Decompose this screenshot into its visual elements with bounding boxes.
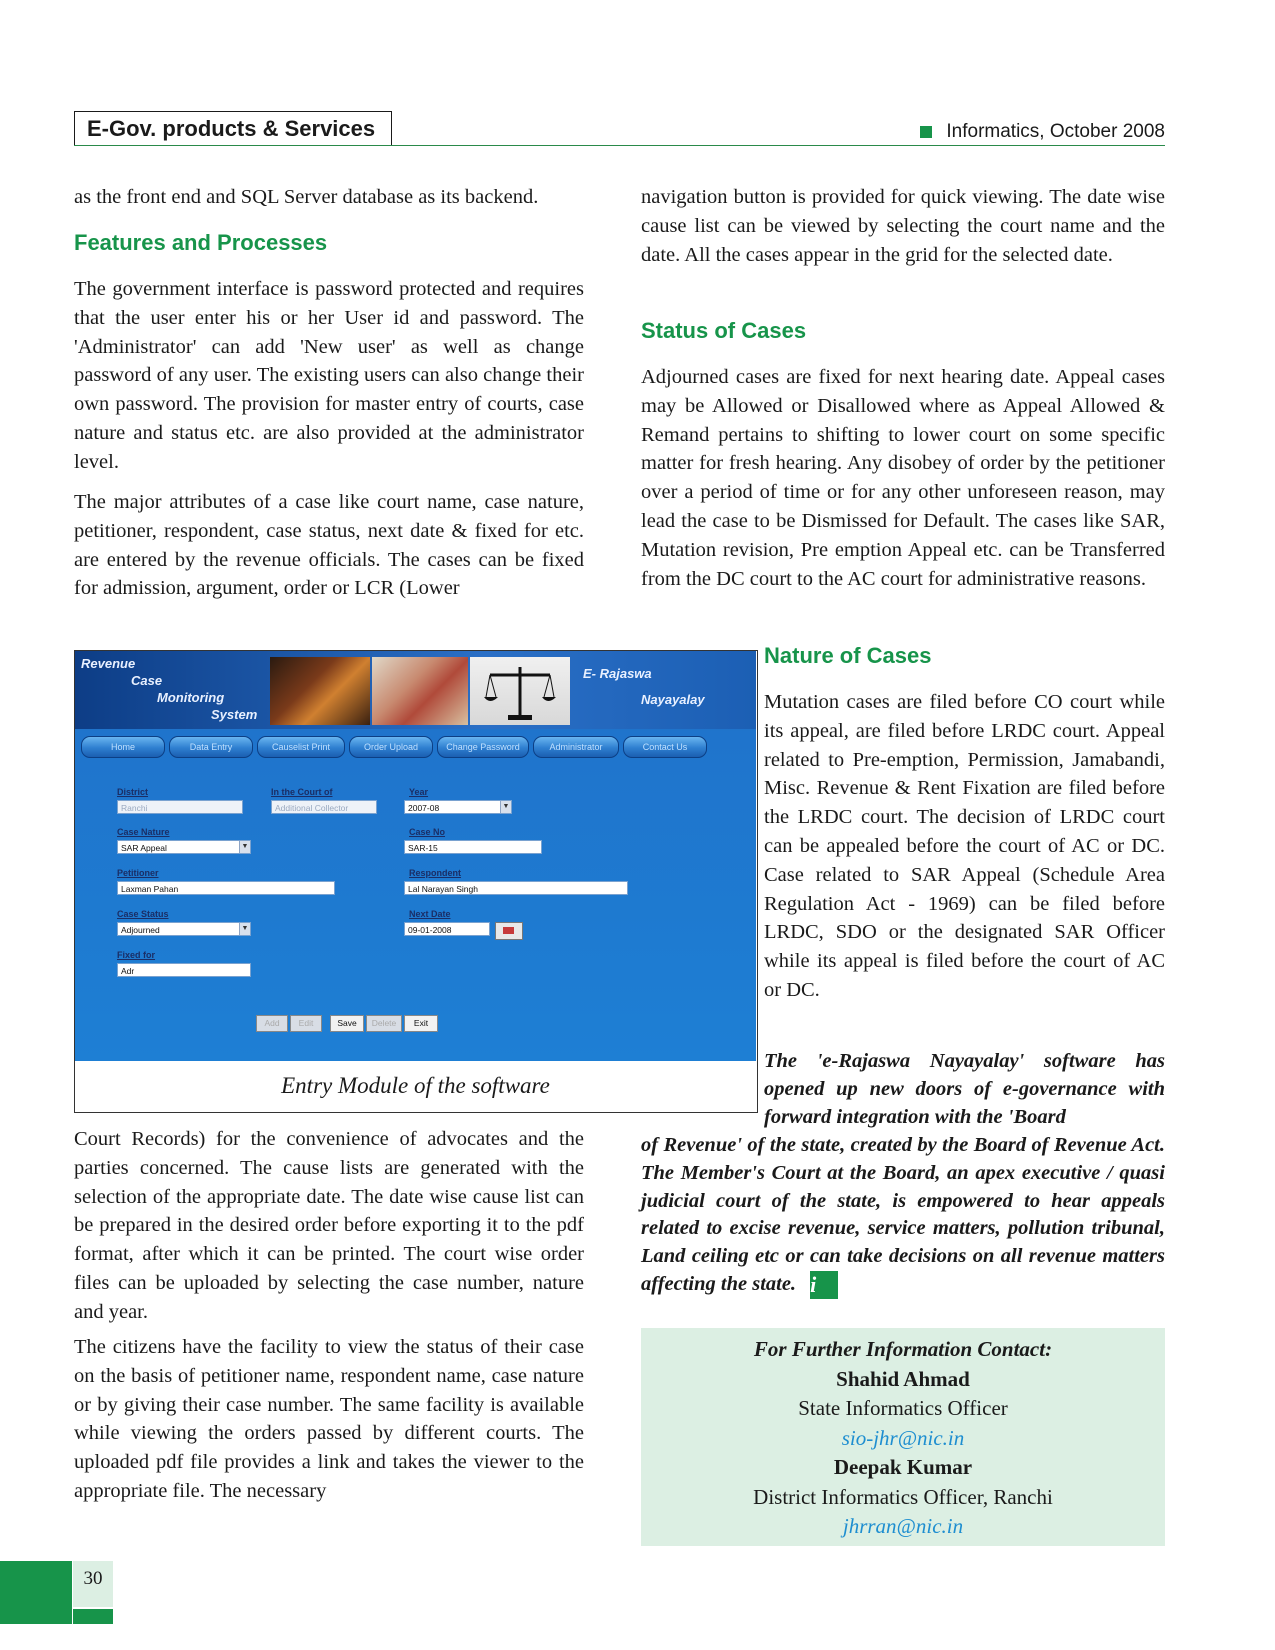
header-rule bbox=[74, 145, 1165, 146]
scales-image bbox=[470, 657, 570, 725]
heading-features: Features and Processes bbox=[74, 230, 328, 255]
nav-contact-us[interactable]: Contact Us bbox=[623, 736, 707, 758]
contact-email-2[interactable]: jhrran@nic.in bbox=[842, 1514, 964, 1538]
right-para-0: navigation button is provided for quick viewing. The date wise cause list can be viewed by selecting the court name and the date. All the cases appear in the grid for the selected date. bbox=[641, 186, 1165, 266]
chevron-down-icon[interactable]: ▼ bbox=[239, 923, 250, 935]
app-brand-line-1: E- Rajaswa bbox=[583, 666, 652, 681]
nav-change-password[interactable]: Change Password bbox=[437, 736, 529, 758]
case-no-field[interactable]: SAR-15 bbox=[404, 840, 542, 854]
year-select[interactable] bbox=[404, 800, 512, 814]
left-para-4: The citizens have the facility to view the status of their case on the basis of petitioner name, respondent name, case nature or by giving their case number. The same facility is available while viewing the orders passed by different courts. The uploaded pdf file provides a link and takes the viewer to the appropriate file. The necessary bbox=[74, 1336, 584, 1502]
add-button[interactable]: Add bbox=[256, 1015, 288, 1032]
nav-causelist-print[interactable]: Causelist Print bbox=[257, 736, 345, 758]
nav-order-upload[interactable]: Order Upload bbox=[349, 736, 433, 758]
case-nature-value: SAR Appeal bbox=[121, 843, 167, 853]
chevron-down-icon[interactable]: ▼ bbox=[239, 841, 250, 853]
section-header: E-Gov. products & Services bbox=[74, 111, 392, 146]
app-screenshot bbox=[75, 651, 756, 1061]
left-para-1: The government interface is password protected and requires that the user enter his or her User id and password. The 'Administrator' can add 'New user' as well as change password of any user. The existing users can also change their own password. The provision for master entry of courts, case nature and status etc. are also provided at the administrator level. bbox=[74, 278, 584, 473]
fixed-for-field[interactable]: Adr bbox=[117, 963, 251, 977]
app-title-line-4: System bbox=[211, 707, 258, 722]
currency-image bbox=[372, 657, 468, 725]
quote-text: of Revenue' of the state, created by the Board of Revenue Act. The Member's Court at the Board, an apex executive / quasi judicial court of the state, is empowered to hear appeals related to excise revenue, service matters, pollution tribunal, Land ceiling etc or can take decisions on all revenue matters affecting the state. bbox=[641, 1134, 1165, 1295]
quote-part-a: The 'e-Rajaswa Nayayalay' software has opened up new doors of e-governance with forward integration with the 'Board bbox=[764, 1050, 1165, 1128]
case-status-value: Adjourned bbox=[121, 925, 160, 935]
left-para-3: Court Records) for the convenience of advocates and the parties concerned. The cause lists are generated with the selection of the appropriate date. The date wise cause list can be prepared in the desired order before exporting it to the pdf format, after which it can be printed. The court wise order files can be uploaded by selecting the case number, nature and year. bbox=[74, 1128, 584, 1323]
nav-administrator[interactable]: Administrator bbox=[533, 736, 619, 758]
nav-data-entry[interactable]: Data Entry bbox=[169, 736, 253, 758]
issue-text: Informatics, October 2008 bbox=[946, 121, 1165, 142]
court-field[interactable]: Additional Collector bbox=[271, 800, 377, 814]
green-square-icon bbox=[920, 126, 932, 138]
label-court: In the Court of bbox=[271, 787, 333, 797]
app-brand-line-2: Nayayalay bbox=[641, 692, 705, 707]
label-district: District bbox=[117, 787, 149, 797]
year-value: 2007-08 bbox=[408, 803, 440, 813]
quote-part-b bbox=[641, 1132, 1165, 1299]
figure-entry-module bbox=[74, 650, 758, 1113]
page-corner-strip bbox=[73, 1609, 113, 1624]
contact-name-2: Deepak Kumar bbox=[833, 1455, 973, 1479]
contact-heading: For Further Information Contact: bbox=[753, 1337, 1053, 1361]
app-title-line-3: Monitoring bbox=[157, 690, 225, 705]
district-field[interactable]: Ranchi bbox=[117, 800, 243, 814]
right-para-2: Mutation cases are filed before CO court while its appeal, are filed before LRDC court. Appeal related to Pre-emption, Permission, Jamabandi, Misc. Revenue & Rent Fixation are filed before the LRDC court. The decision of LRDC court can be appealed before the court of AC or DC. Case related to SAR Appeal (Schedule Area Regulation Act - 1969) can be filed before LRDC, SDO or the designated SAR Officer while its appeal is filed before the court of AC or DC. bbox=[764, 691, 1165, 1001]
label-case-no: Case No bbox=[409, 827, 446, 837]
label-case-status: Case Status bbox=[117, 909, 169, 919]
contact-role-1: State Informatics Officer bbox=[798, 1396, 1008, 1420]
label-fixed-for: Fixed for bbox=[117, 950, 156, 960]
app-nav-bar bbox=[81, 733, 751, 759]
contact-role-2: District Informatics Officer, Ranchi bbox=[753, 1484, 1053, 1509]
contact-name-1: Shahid Ahmad bbox=[836, 1366, 970, 1391]
heading-status: Status of Cases bbox=[641, 318, 807, 343]
label-respondent: Respondent bbox=[409, 868, 462, 878]
edit-button[interactable]: Edit bbox=[290, 1015, 322, 1032]
gavel-image bbox=[270, 657, 370, 725]
calendar-icon[interactable] bbox=[495, 922, 523, 940]
respondent-field[interactable]: Lal Narayan Singh bbox=[404, 881, 628, 895]
label-petitioner: Petitioner bbox=[117, 868, 159, 878]
contact-email-1[interactable]: sio-jhr@nic.in bbox=[841, 1425, 965, 1450]
heading-nature: Nature of Cases bbox=[764, 643, 932, 668]
app-title-line-2: Case bbox=[131, 673, 163, 688]
chevron-down-icon[interactable]: ▼ bbox=[500, 801, 511, 813]
right-para-1: Adjourned cases are fixed for next hearing date. Appeal cases may be Allowed or Disallowed where as Appeal Allowed & Remand pertains to shifting to lower court on some specific matter for fresh hearing. Any disobey of order by the petitioner over a period of time or for any other unforeseen reason, may lead the case to be Dismissed for Default. The cases like SAR, Mutation revision, Pre emption Appeal etc. can be Transferred from the DC court to the AC court for administrative reasons. bbox=[641, 366, 1165, 590]
info-icon: i bbox=[810, 1271, 838, 1299]
petitioner-field[interactable]: Laxman Pahan bbox=[117, 881, 335, 895]
page-corner-block bbox=[0, 1561, 72, 1624]
case-nature-select[interactable] bbox=[117, 840, 251, 854]
exit-button[interactable]: Exit bbox=[404, 1015, 438, 1032]
case-status-select[interactable] bbox=[117, 922, 251, 936]
nav-home[interactable]: Home bbox=[81, 736, 165, 758]
issue-label bbox=[920, 121, 1165, 143]
contact-box bbox=[641, 1328, 1165, 1546]
next-date-field[interactable]: 09-01-2008 bbox=[404, 922, 490, 936]
delete-button[interactable]: Delete bbox=[366, 1015, 402, 1032]
figure-caption: Entry Module of the software bbox=[281, 1073, 550, 1098]
banner-images bbox=[270, 657, 570, 725]
label-next-date: Next Date bbox=[409, 909, 451, 919]
left-para-2: The major attributes of a case like court name, case nature, petitioner, respondent, case status, next date & fixed for etc. are entered by the revenue officials. The cases can be fixed for admission, argument, order or LCR (Lower bbox=[74, 491, 584, 600]
label-year: Year bbox=[409, 787, 429, 797]
left-para-0: as the front end and SQL Server database as its backend. bbox=[74, 186, 539, 208]
label-case-nature: Case Nature bbox=[117, 827, 170, 837]
app-title-line-1: Revenue bbox=[81, 656, 136, 671]
page-number: 30 bbox=[83, 1568, 103, 1589]
scales-icon bbox=[470, 657, 570, 725]
save-button[interactable]: Save bbox=[330, 1015, 364, 1032]
